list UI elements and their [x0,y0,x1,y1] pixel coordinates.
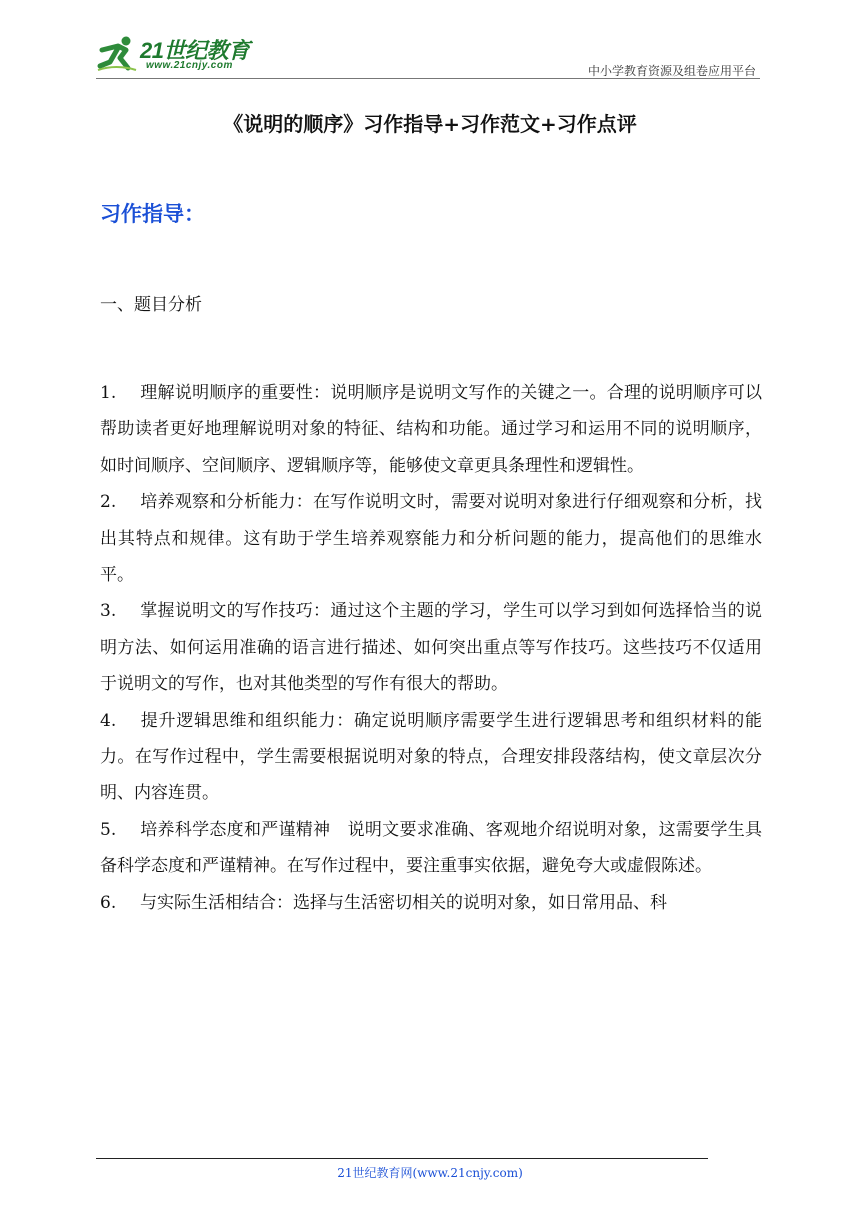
content-body [100,375,762,921]
item-number: 4. [100,710,117,731]
item-text: 理解说明顺序的重要性：说明顺序是说明文写作的关键之一。合理的说明顺序可以帮助读者更好地理解说明对象的特征、结构和功能。通过学习和运用不同的说明顺序，如时间顺序、空间顺序、逻辑顺序等，能够使文章更具条理性和逻辑性。 [100,383,762,476]
footer-divider [96,1158,708,1159]
document-title: 《说明的顺序》习作指导+习作范文+习作点评 [223,112,637,136]
item-text: 提升逻辑思维和组织能力：确定说明顺序需要学生进行逻辑思考和组织材料的能力。在写作过程中，学生需要根据说明对象的特点，合理安排段落结构，使文章层次分明、内容连贯。 [100,710,762,804]
runner-logo-icon [96,34,140,74]
list-item [100,885,762,921]
item-number: 1. [100,383,117,403]
list-item [100,703,762,812]
site-logo[interactable] [96,30,266,76]
item-text: 培养科学态度和严谨精神 说明文要求准确、客观地介绍说明对象，这需要学生具备科学态度和严谨精神。在写作过程中，要注重事实依据，避免夸大或虚假陈述。 [100,819,762,877]
item-text: 与实际生活相结合：选择与生活密切相关的说明对象，如日常用品、科 [140,892,667,913]
item-text: 培养观察和分析能力：在写作说明文时，需要对说明对象进行仔细观察和分析，找出其特点和规律。这有助于学生培养观察能力和分析问题的能力，提高他们的思维水平。 [100,492,762,586]
logo-text: 21世纪教育 [140,38,250,63]
item-text: 掌握说明文的写作技巧：通过这个主题的学习，学生可以学习到如何选择恰当的说明方法、如何运用准确的语言进行描述、如何突出重点等写作技巧。这些技巧不仅适用于说明文的写作，也对其他类型的写作有很大的帮助。 [100,601,762,695]
page-header [96,30,760,78]
list-item [100,375,762,484]
platform-name: 中小学教育资源及组卷应用平台 [587,64,756,78]
item-number: 6. [100,892,117,913]
logo-url: www.21cnjy.com [146,60,233,71]
item-number: 2. [100,492,117,513]
list-item [100,812,762,885]
list-item [100,593,762,702]
list-item [100,484,762,593]
footer-link[interactable]: 21世纪教育网(www.21cnjy.com) [337,1166,523,1180]
subheading: 一、题目分析 [100,295,202,315]
section-heading: 习作指导： [100,201,205,226]
item-number: 5. [100,819,117,840]
item-number: 3. [100,601,117,622]
header-divider [96,78,760,79]
